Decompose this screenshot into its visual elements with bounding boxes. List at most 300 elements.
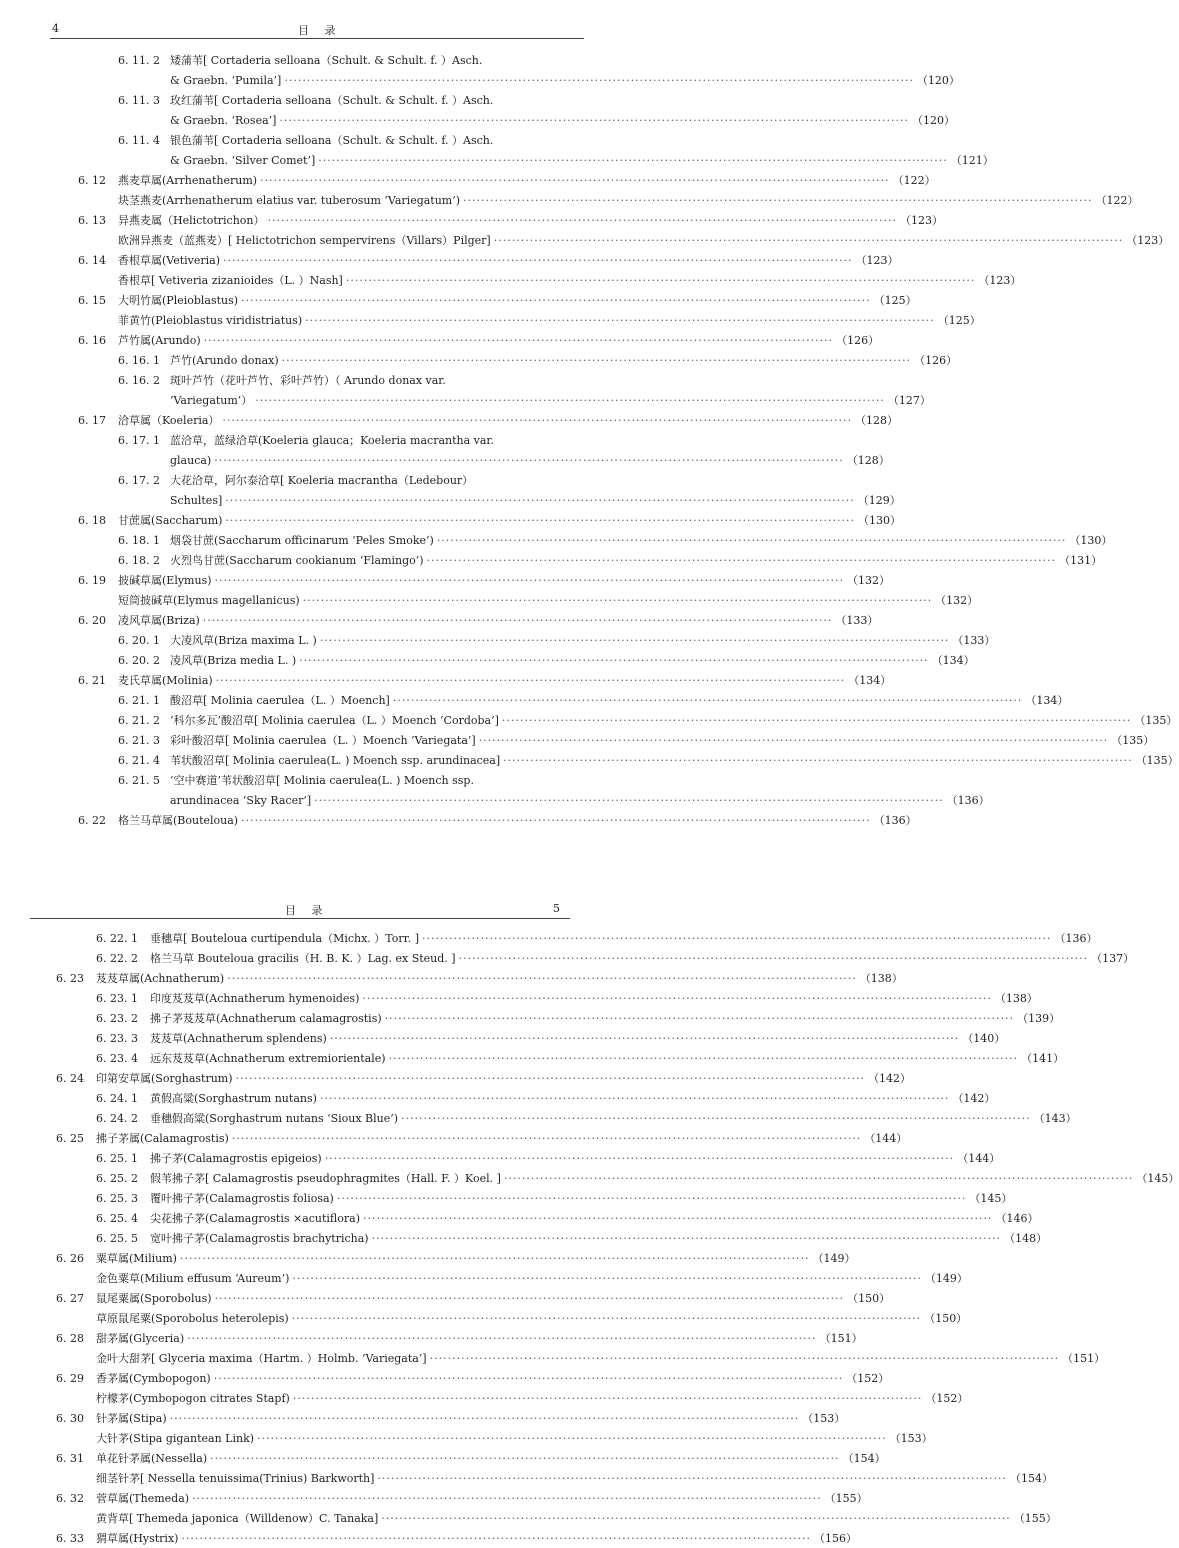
entry-page: （152）: [846, 1372, 890, 1385]
dot-leader: ············································································································································: [210, 1451, 840, 1465]
entry-number: 6. 16: [78, 333, 106, 347]
entry-number: 6. 33: [56, 1531, 84, 1545]
entry-title: 甜茅属(Glyceria): [96, 1332, 185, 1345]
entry-number: 6. 12: [78, 173, 106, 187]
entry-page: （126）: [914, 354, 958, 367]
entry-page: （123）: [978, 274, 1022, 287]
entry-page: （122）: [892, 174, 936, 187]
toc-section-entry: [78, 290, 917, 310]
entry-page: （133）: [952, 634, 996, 647]
toc-section-entry: [56, 1528, 857, 1548]
entry-number: 6. 24. 2: [96, 1111, 138, 1125]
entry-title: ‘空中赛道’苇状酸沼草[ Molinia caerulea(L. ) Moench ssp.: [170, 774, 474, 787]
entry-number: 6. 23. 4: [96, 1051, 138, 1065]
toc-section-entry: [56, 1328, 863, 1348]
entry-title: 菲黄竹(Pleioblastus viridistriatus): [118, 314, 303, 327]
toc-section-entry: [78, 170, 936, 190]
entry-title: 垂穗草[ Bouteloua curtipendula（Michx. ）Torr. ]: [150, 932, 419, 945]
toc-entry: [118, 550, 1103, 570]
entry-page: （139）: [1017, 1012, 1061, 1025]
page-header: [0, 0, 750, 36]
entry-page: （134）: [1025, 694, 1069, 707]
toc-entry: [118, 230, 1170, 250]
dot-leader: ············································································································································: [223, 253, 853, 267]
dot-leader: ············································································································································: [202, 613, 833, 627]
dot-leader: ············································································································································: [319, 633, 950, 647]
dot-leader: ············································································································································: [267, 213, 898, 227]
entry-title: 金色粟草(Milium effusum ‘Aureum’): [96, 1272, 290, 1285]
dot-leader: ············································································································································: [371, 1231, 1002, 1245]
entry-page: （121）: [950, 154, 994, 167]
dot-leader: ············································································································································: [429, 1351, 1060, 1365]
entry-page: （130）: [1069, 534, 1113, 547]
entry-page: （135）: [1135, 754, 1179, 767]
toc-section-entry: [78, 510, 901, 530]
entry-number: 6. 23. 1: [96, 991, 138, 1005]
entry-page: （141）: [1021, 1052, 1065, 1065]
dot-leader: ············································································································································: [336, 1191, 967, 1205]
entry-page: （135）: [1134, 714, 1178, 727]
dot-leader: ············································································································································: [225, 513, 855, 527]
entry-page: （123）: [1126, 234, 1170, 247]
dot-leader: ············································································································································: [318, 153, 948, 167]
entry-title: 远东芨芨草(Achnatherum extremiorientale): [150, 1052, 386, 1065]
dot-leader: ············································································································································: [260, 173, 890, 187]
dot-leader: ············································································································································: [478, 733, 1109, 747]
dot-leader: ············································································································································: [235, 1071, 866, 1085]
toc-section-entry: [78, 250, 899, 270]
entry-number: 6. 25. 5: [96, 1231, 138, 1245]
entry-title: 酸沼草[ Molinia caerulea（L. ）Moench]: [170, 694, 390, 707]
entry-page: （145）: [969, 1192, 1013, 1205]
toc-section-entry: [78, 210, 944, 230]
toc-entry: [118, 130, 582, 150]
entry-number: 6. 21. 1: [118, 693, 160, 707]
dot-leader: ············································································································································: [329, 1031, 960, 1045]
toc-entry: [96, 1308, 968, 1328]
entry-number: 6. 16. 1: [118, 353, 160, 367]
dot-leader: ············································································································································: [227, 971, 857, 985]
entry-title: 香茅属(Cymbopogon): [96, 1372, 211, 1385]
entry-number: 6. 28: [56, 1331, 84, 1345]
entry-number: 6. 15: [78, 293, 106, 307]
entry-page: （132）: [847, 574, 891, 587]
entry-number: 6. 25. 3: [96, 1191, 138, 1205]
toc-section-entry: [78, 570, 891, 590]
entry-title: 黄背草[ Themeda japonica（Willdenow）C. Tanaka]: [96, 1512, 379, 1525]
entry-title: 菅草属(Themeda): [96, 1492, 190, 1505]
entry-page: （127）: [887, 394, 931, 407]
entry-title: 黄假高粱(Sorghastrum nutans): [150, 1092, 317, 1105]
entry-number: 6. 22. 2: [96, 951, 138, 965]
toc-section-entry: [56, 968, 903, 988]
entry-page: （145）: [1136, 1172, 1179, 1185]
entry-title: Schultes]: [170, 493, 223, 507]
toc-entry: [118, 50, 582, 70]
dot-leader: ············································································································································: [319, 1091, 950, 1105]
entry-title: 块茎燕麦(Arrhenatherum elatius var. tuberosum ‘Variegatum’): [118, 194, 461, 207]
toc-entry: [118, 750, 1179, 770]
entry-number: 6. 23: [56, 971, 84, 985]
entry-number: 6. 25. 2: [96, 1171, 138, 1185]
dot-leader: ············································································································································: [299, 653, 929, 667]
entry-title: 单花针茅属(Nessella): [96, 1452, 208, 1465]
entry-title: 蓝洽草，蓝绿洽草(Koeleria glauca；Koeleria macrantha var.: [170, 434, 494, 447]
entry-title: 芦竹(Arundo donax): [170, 354, 279, 367]
entry-number: 6. 21: [78, 673, 106, 687]
dot-leader: ············································································································································: [302, 593, 933, 607]
toc-entry: [96, 1108, 1077, 1128]
dot-leader: ············································································································································: [503, 753, 1133, 767]
entry-number: 6. 14: [78, 253, 106, 267]
entry-title: & Graebn. ‘Rosea’]: [170, 113, 277, 127]
toc-section-entry: [56, 1068, 912, 1088]
entry-title: 格兰马草属(Bouteloua): [118, 814, 239, 827]
toc-entry: [170, 110, 955, 130]
entry-number: 6. 22: [78, 813, 106, 827]
entry-number: 6. 18. 2: [118, 553, 160, 567]
entry-page: （123）: [855, 254, 899, 267]
toc-entry: [170, 450, 890, 470]
dot-leader: ············································································································································: [225, 493, 855, 507]
page-number: 4: [52, 22, 59, 35]
entry-number: 6. 18: [78, 513, 106, 527]
dot-leader: ············································································································································: [213, 1371, 844, 1385]
entry-title: 大花洽草，阿尔泰洽草[ Koeleria macrantha（Ledebour）: [170, 474, 474, 487]
entry-page: （136）: [873, 814, 917, 827]
entry-page: （129）: [857, 494, 901, 507]
entry-page: （156）: [813, 1532, 857, 1545]
dot-leader: ············································································································································: [192, 1491, 822, 1505]
entry-title: 矮蒲苇[ Cortaderia selloana（Schult. & Schult. f. ）Asch.: [170, 54, 483, 67]
entry-page: （153）: [889, 1432, 933, 1445]
entry-page: （149）: [924, 1272, 968, 1285]
toc-entry: [118, 710, 1178, 730]
dot-leader: ············································································································································: [257, 1431, 887, 1445]
entry-page: （142）: [868, 1072, 912, 1085]
entry-page: （128）: [846, 454, 890, 467]
entry-title: 洽草属（Koeleria）: [118, 414, 220, 427]
entry-page: （125）: [937, 314, 981, 327]
toc-entry: [118, 310, 981, 330]
toc-entry: [96, 1148, 1001, 1168]
entry-title: 假苇拂子茅[ Calamagrostis pseudophragmites（Hall. F. ）Koel. ]: [150, 1172, 501, 1185]
dot-leader: ············································································································································: [345, 273, 976, 287]
toc-entry: [96, 1028, 1006, 1048]
entry-page: （120）: [911, 114, 955, 127]
dot-leader: ············································································································································: [169, 1411, 800, 1425]
entry-title: 细茎针茅[ Nessella tenuissima(Trinius) Barkworth]: [96, 1472, 375, 1485]
entry-page: （146）: [995, 1212, 1039, 1225]
dot-leader: ············································································································································: [501, 713, 1132, 727]
entry-title: 欧洲异燕麦（蓝燕麦）[ Helictotrichon sempervirens（Villars）Pilger]: [118, 234, 491, 247]
toc-entry: [96, 1508, 1057, 1528]
entry-number: 6. 23. 2: [96, 1011, 138, 1025]
dot-leader: ············································································································································: [292, 1271, 922, 1285]
dot-leader: ············································································································································: [426, 553, 1057, 567]
entry-page: （136）: [946, 794, 990, 807]
entry-title: 金叶大甜茅[ Glyceria maxima（Hartm. ）Holmb. ‘Variegata’]: [96, 1352, 427, 1365]
entry-title: 芨芨草(Achnatherum splendens): [150, 1032, 327, 1045]
entry-page: （138）: [994, 992, 1038, 1005]
toc-entry: [118, 630, 996, 650]
entry-title: & Graebn. ‘Pumila’]: [170, 73, 282, 87]
dot-leader: ············································································································································: [279, 113, 909, 127]
entry-page: （151）: [819, 1332, 863, 1345]
entry-number: 6. 17. 1: [118, 433, 160, 447]
entry-number: 6. 23. 3: [96, 1031, 138, 1045]
entry-title: 燕麦草属(Arrhenatherum): [118, 174, 258, 187]
entry-number: 6. 24. 1: [96, 1091, 138, 1105]
toc-entry: [96, 1048, 1065, 1068]
entry-page: （140）: [962, 1032, 1006, 1045]
entry-title: 针茅属(Stipa): [96, 1412, 167, 1425]
dot-leader: ············································································································································: [241, 813, 871, 827]
dot-leader: ············································································································································: [215, 673, 846, 687]
entry-page: （134）: [848, 674, 892, 687]
dot-leader: ············································································································································: [463, 193, 1093, 207]
dot-leader: ············································································································································: [401, 1111, 1031, 1125]
entry-title: 大针茅(Stipa gigantean Link): [96, 1432, 255, 1445]
entry-number: 6. 22. 1: [96, 931, 138, 945]
entry-page: （120）: [916, 74, 960, 87]
entry-title: 粟草属(Milium): [96, 1252, 177, 1265]
entry-title: 银色蒲苇[ Cortaderia selloana（Schult. & Schult. f. ）Asch.: [170, 134, 494, 147]
toc-section-entry: [78, 810, 917, 830]
toc-section-entry: [56, 1128, 908, 1148]
entry-page: （122）: [1095, 194, 1139, 207]
entry-title: 芨芨草属(Achnatherum): [96, 972, 225, 985]
toc-section-entry: [56, 1408, 846, 1428]
entry-page: （153）: [802, 1412, 846, 1425]
entry-title: 猬草属(Hystrix): [96, 1532, 179, 1545]
entry-number: 6. 21. 2: [118, 713, 160, 727]
toc-section-entry: [56, 1448, 886, 1468]
toc-section-entry: [78, 330, 880, 350]
toc-entry: [96, 1468, 1053, 1488]
entry-title: 苇状酸沼草[ Molinia caerulea(L. ) Moench ssp. arundinacea]: [170, 754, 501, 767]
entry-page: （152）: [925, 1392, 969, 1405]
header-rule: [50, 38, 584, 39]
entry-number: 6. 20. 1: [118, 633, 160, 647]
toc-entry: [118, 90, 582, 110]
entry-page: （154）: [1009, 1472, 1053, 1485]
toc-entry: [118, 690, 1069, 710]
toc-entry: [118, 350, 958, 370]
dot-leader: ············································································································································: [291, 1311, 922, 1325]
entry-title: 大明竹属(Pleioblastus): [118, 294, 239, 307]
entry-number: 6. 21. 3: [118, 733, 160, 747]
entry-title: & Graebn. ‘Silver Comet’]: [170, 153, 316, 167]
dot-leader: ············································································································································: [241, 293, 871, 307]
toc-entry: [118, 730, 1155, 750]
toc-entry: [118, 370, 582, 390]
dot-leader: ············································································································································: [305, 313, 935, 327]
dot-leader: ············································································································································: [458, 951, 1089, 965]
entry-number: 6. 29: [56, 1371, 84, 1385]
page-number: 5: [553, 902, 560, 915]
entry-number: 6. 17: [78, 413, 106, 427]
entry-page: （151）: [1062, 1352, 1106, 1365]
dot-leader: ············································································································································: [362, 991, 992, 1005]
entry-title: 披碱草属(Elymus): [118, 574, 212, 587]
entry-title: glauca): [170, 453, 212, 467]
toc-entry: [96, 928, 1098, 948]
entry-page: （135）: [1111, 734, 1155, 747]
entry-title: 格兰马草 Bouteloua gracilis（H. B. K. ）Lag. ex Steud. ]: [150, 952, 456, 965]
entry-title: 彩叶酸沼草[ Molinia caerulea（L. ）Moench ‘Variegata’]: [170, 734, 476, 747]
entry-number: 6. 18. 1: [118, 533, 160, 547]
entry-number: 6. 21. 5: [118, 773, 160, 787]
page-header: [0, 880, 750, 916]
entry-number: 6. 25. 4: [96, 1211, 138, 1225]
entry-page: （138）: [859, 972, 903, 985]
toc-entry: [96, 1008, 1061, 1028]
toc-page-5: [0, 880, 1179, 1546]
toc-entry: [96, 1428, 933, 1448]
entry-page: （133）: [835, 614, 879, 627]
entry-page: （131）: [1059, 554, 1103, 567]
entry-title: 凌风草(Briza media L. ): [170, 654, 297, 667]
entry-title: 草原鼠尾粟(Sporobolus heterolepis): [96, 1312, 289, 1325]
toc-section-entry: [56, 1368, 890, 1388]
entry-number: 6. 31: [56, 1451, 84, 1465]
toc-entry: [170, 790, 990, 810]
dot-leader: ············································································································································: [222, 413, 852, 427]
entry-title: 凌风草属(Briza): [118, 614, 200, 627]
entry-title: 玫红蒲苇[ Cortaderia selloana（Schult. & Schult. f. ）Asch.: [170, 94, 494, 107]
entry-page: （125）: [873, 294, 917, 307]
dot-leader: ············································································································································: [203, 333, 834, 347]
dot-leader: ············································································································································: [363, 1211, 993, 1225]
dot-leader: ············································································································································: [214, 1291, 845, 1305]
entry-title: 拂子茅(Calamagrostis epigeios): [150, 1152, 322, 1165]
dot-leader: ············································································································································: [214, 573, 845, 587]
entry-title: 拂子茅芨芨草(Achnatherum calamagrostis): [150, 1012, 382, 1025]
dot-leader: ············································································································································: [324, 1151, 955, 1165]
dot-leader: ············································································································································: [314, 793, 944, 807]
toc-entry: [96, 1188, 1013, 1208]
entry-title: 香根草属(Vetiveria): [118, 254, 221, 267]
toc-section-entry: [56, 1288, 891, 1308]
dot-leader: ············································································································································: [377, 1471, 1007, 1485]
toc-entry: [96, 1208, 1039, 1228]
toc-entry: [96, 988, 1038, 1008]
toc-entry: [170, 390, 931, 410]
entry-page: （144）: [957, 1152, 1001, 1165]
dot-leader: ············································································································································: [384, 1011, 1015, 1025]
dot-leader: ············································································································································: [388, 1051, 1019, 1065]
entry-number: 6. 20. 2: [118, 653, 160, 667]
entry-number: 6. 11. 2: [118, 53, 160, 67]
entry-title: 芦竹属(Arundo): [118, 334, 201, 347]
dot-leader: ············································································································································: [214, 453, 844, 467]
dot-leader: ············································································································································: [436, 533, 1067, 547]
header-title: 目 录: [285, 904, 329, 917]
dot-leader: ············································································································································: [187, 1331, 817, 1345]
entry-page: （123）: [900, 214, 944, 227]
entry-title: 甘蔗属(Saccharum): [118, 514, 223, 527]
header-title: 目 录: [298, 24, 342, 37]
toc-section-entry: [78, 670, 892, 690]
entry-page: （132）: [935, 594, 979, 607]
entry-page: （126）: [836, 334, 880, 347]
entry-page: （142）: [952, 1092, 996, 1105]
toc-entry: [96, 1388, 969, 1408]
toc-entry: [118, 590, 979, 610]
entry-title: 柠檬茅(Cymbopogon citrates Stapf): [96, 1392, 290, 1405]
entry-title: 拂子茅属(Calamagrostis): [96, 1132, 229, 1145]
toc-entry: [170, 490, 901, 510]
entry-title: ‘科尔多瓦’酸沼草[ Molinia caerulea（L. ）Moench ‘Cordoba’]: [170, 714, 499, 727]
toc-entry: [96, 1088, 996, 1108]
entry-page: （150）: [924, 1312, 968, 1325]
entry-page: （155）: [824, 1492, 868, 1505]
entry-title: 鼠尾粟属(Sporobolus): [96, 1292, 212, 1305]
entry-page: （154）: [842, 1452, 886, 1465]
toc-entry: [118, 190, 1139, 210]
entry-page: （144）: [864, 1132, 908, 1145]
dot-leader: ············································································································································: [231, 1131, 862, 1145]
header-rule: [30, 918, 570, 919]
entry-number: 6. 24: [56, 1071, 84, 1085]
toc-section-entry: [78, 610, 879, 630]
toc-entry: [96, 1268, 968, 1288]
toc-entry: [96, 1168, 1179, 1188]
dot-leader: ············································································································································: [281, 353, 912, 367]
entry-number: 6. 25. 1: [96, 1151, 138, 1165]
toc-section-entry: [56, 1248, 856, 1268]
entry-number: 6. 25: [56, 1131, 84, 1145]
dot-leader: ············································································································································: [381, 1511, 1011, 1525]
toc-entry: [170, 70, 960, 90]
toc-section-entry: [56, 1488, 868, 1508]
toc-entry: [96, 948, 1135, 968]
entry-title: ‘Variegatum’）: [170, 394, 253, 407]
entry-number: 6. 27: [56, 1291, 84, 1305]
entry-title: 印度芨芨草(Achnatherum hymenoides): [150, 992, 360, 1005]
entry-title: arundinacea ‘Sky Racer’]: [170, 793, 312, 807]
dot-leader: ············································································································································: [422, 931, 1052, 945]
dot-leader: ············································································································································: [503, 1171, 1134, 1185]
entry-title: 大凌风草(Briza maxima L. ): [170, 634, 317, 647]
entry-number: 6. 16. 2: [118, 373, 160, 387]
toc-entry: [118, 430, 582, 450]
entry-title: 斑叶芦竹（花叶芦竹、彩叶芦竹）（ Arundo donax var.: [170, 374, 446, 387]
entry-page: （128）: [854, 414, 898, 427]
entry-number: 6. 11. 4: [118, 133, 160, 147]
dot-leader: ············································································································································: [493, 233, 1124, 247]
entry-title: 麦氏草属(Molinia): [118, 674, 213, 687]
entry-number: 6. 21. 4: [118, 753, 160, 767]
entry-number: 6. 26: [56, 1251, 84, 1265]
entry-title: 短筒披碱草(Elymus magellanicus): [118, 594, 300, 607]
entry-number: 6. 32: [56, 1491, 84, 1505]
entry-number: 6. 30: [56, 1411, 84, 1425]
entry-number: 6. 13: [78, 213, 106, 227]
entry-title: 火烈鸟甘蔗(Saccharum cookianum ‘Flamingo’): [170, 554, 424, 567]
dot-leader: ············································································································································: [179, 1251, 810, 1265]
dot-leader: ············································································································································: [284, 73, 914, 87]
dot-leader: ············································································································································: [392, 693, 1023, 707]
entry-page: （137）: [1091, 952, 1135, 965]
entry-number: 6. 17. 2: [118, 473, 160, 487]
toc-entry: [118, 770, 582, 790]
toc-entry: [96, 1228, 1048, 1248]
entry-title: 印第安草属(Sorghastrum): [96, 1072, 233, 1085]
entry-page: （143）: [1033, 1112, 1077, 1125]
entry-number: 6. 19: [78, 573, 106, 587]
